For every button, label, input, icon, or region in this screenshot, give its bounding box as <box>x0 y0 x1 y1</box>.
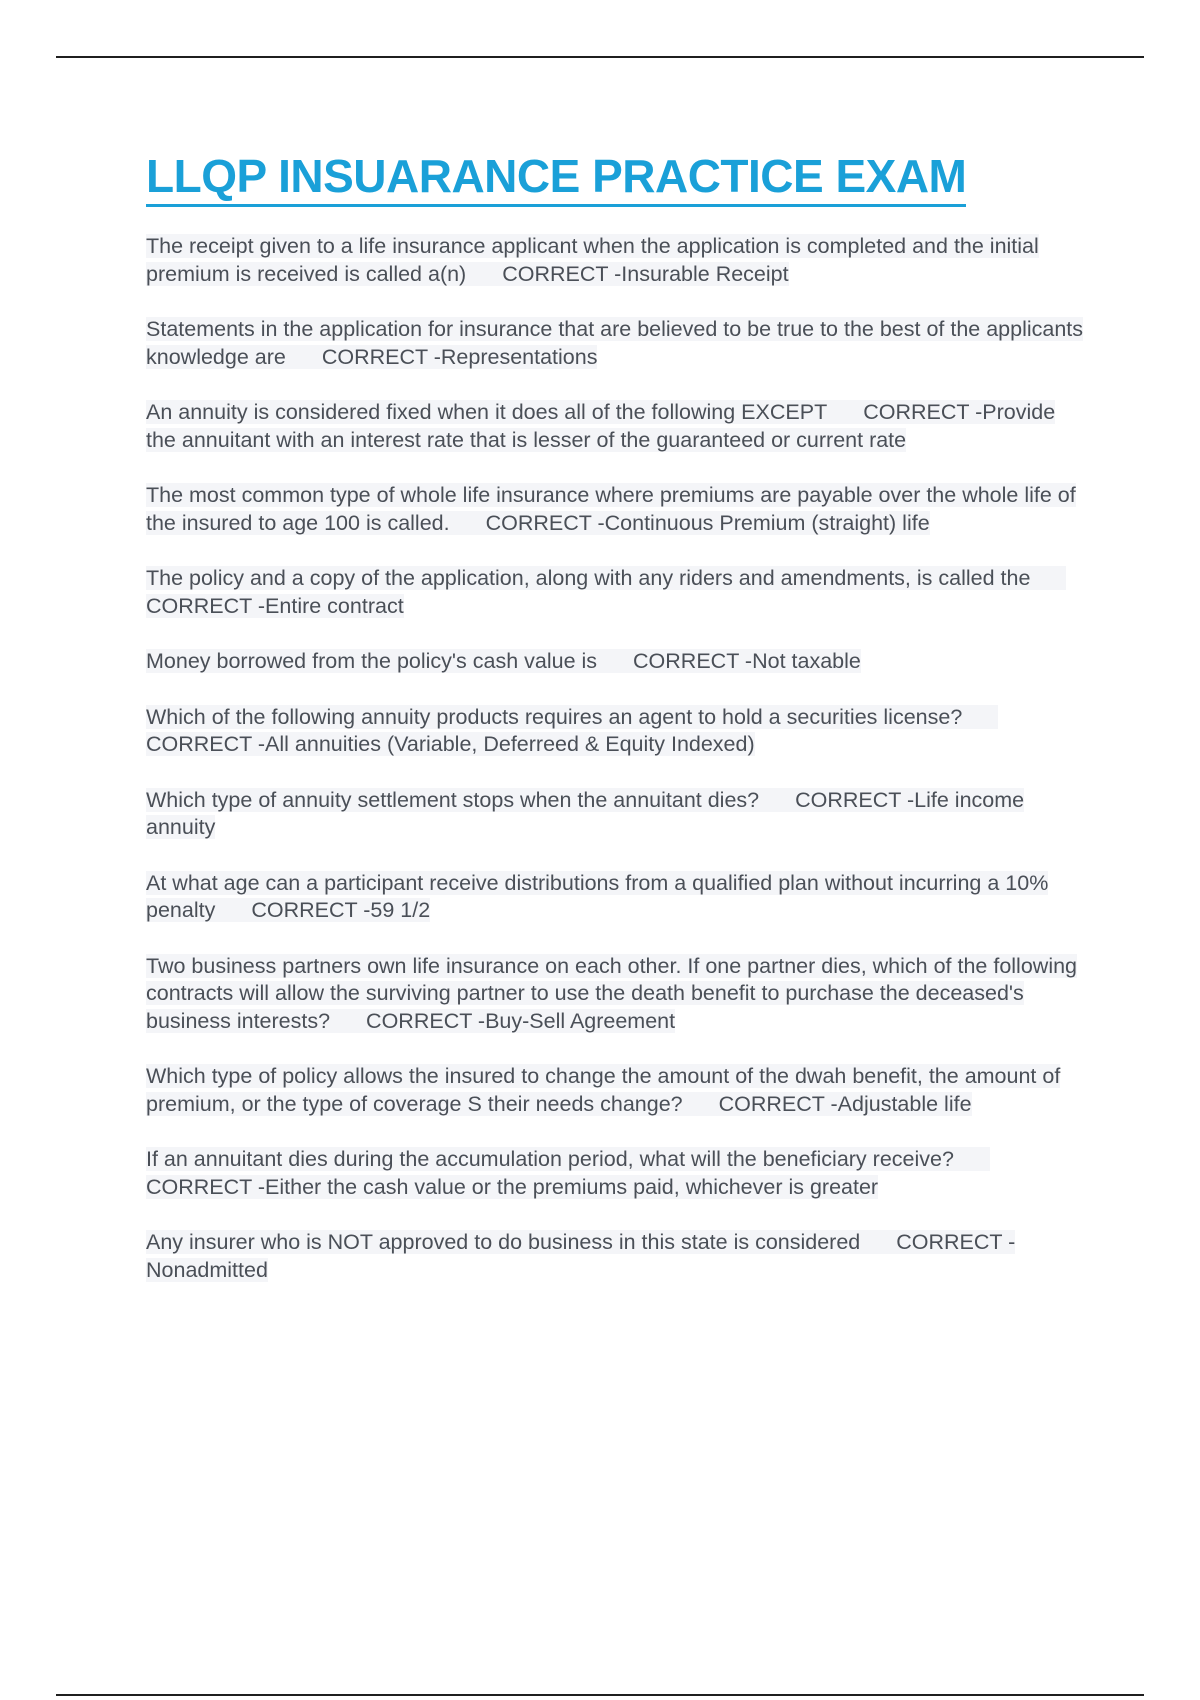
question-text: Which type of annuity settlement stops when the annuitant dies? <box>146 787 760 812</box>
answer-text: CORRECT -Entire contract <box>146 593 404 618</box>
question-text: The policy and a copy of the application, along with any riders and amendments, is called the <box>146 566 1031 590</box>
answer-text: CORRECT -Either the cash value or the premiums paid, whichever is greater <box>146 1174 879 1199</box>
question-text: Which of the following annuity products requires an agent to hold a securities license? <box>146 704 963 729</box>
document-content <box>146 150 1096 1312</box>
answer-text: CORRECT -Representations <box>321 344 598 369</box>
question-text: Any insurer who is NOT approved to do business in this state is considered <box>146 1230 861 1254</box>
question-text: At what age can a participant receive distributions from a qualified plan without incurring a 10% penalty <box>146 870 1049 922</box>
qa-item <box>146 648 1091 676</box>
qa-item <box>146 953 1091 1036</box>
answer-text: CORRECT -Continuous Premium (straight) life <box>485 510 930 535</box>
question-text: Two business partners own life insurance on each other. If one partner dies, which of the following contracts will allow the surviving partner to use the death benefit to purchase the deceased's business interests? <box>146 953 1078 1033</box>
top-rule <box>56 56 1144 58</box>
answer-text: CORRECT -All annuities (Variable, Deferreed & Equity Indexed) <box>146 732 755 756</box>
question-text: An annuity is considered fixed when it does all of the following EXCEPT <box>146 400 828 424</box>
answer-text: CORRECT -Nonadmitted <box>146 1230 1016 1282</box>
answer-text: CORRECT -Not taxable <box>633 649 861 673</box>
question-text: The most common type of whole life insurance where premiums are payable over the whole life of the insured to age 100 is called. <box>146 483 1076 535</box>
qa-item <box>146 1229 1091 1284</box>
question-text: If an annuitant dies during the accumulation period, what will the beneficiary receive? <box>146 1147 954 1171</box>
answer-text: CORRECT -Provide the annuitant with an interest rate that is lesser of the guaranteed or current rate <box>146 400 1056 452</box>
document-title: LLQP INSUARANCE PRACTICE EXAM <box>146 150 966 207</box>
answer-text: CORRECT -Adjustable life <box>718 1091 972 1116</box>
qa-item <box>146 316 1091 371</box>
answer-text: CORRECT -Life income annuity <box>146 787 1025 839</box>
question-text: The receipt given to a life insurance applicant when the application is completed and the initial premium is received is called a(n) <box>146 234 1039 286</box>
question-text: Money borrowed from the policy's cash value is <box>146 649 598 673</box>
qa-item <box>146 399 1091 454</box>
qa-item <box>146 787 1091 842</box>
qa-item <box>146 870 1091 925</box>
question-text: Statements in the application for insurance that are believed to be true to the best of the applicants knowledge are <box>146 317 1084 369</box>
qa-item <box>146 482 1091 537</box>
qa-item <box>146 1146 1091 1201</box>
answer-text: CORRECT -59 1/2 <box>251 898 431 922</box>
qa-item <box>146 704 1091 759</box>
answer-text: CORRECT -Buy-Sell Agreement <box>366 1008 676 1033</box>
bottom-rule <box>56 1694 1144 1696</box>
question-text: Which type of policy allows the insured to change the amount of the dwah benefit, the amount of premium, or the type of coverage S their needs change? <box>146 1064 1061 1116</box>
answer-text: CORRECT -Insurable Receipt <box>502 261 789 286</box>
qa-item <box>146 565 1091 620</box>
qa-item <box>146 233 1091 288</box>
qa-item <box>146 1063 1091 1118</box>
